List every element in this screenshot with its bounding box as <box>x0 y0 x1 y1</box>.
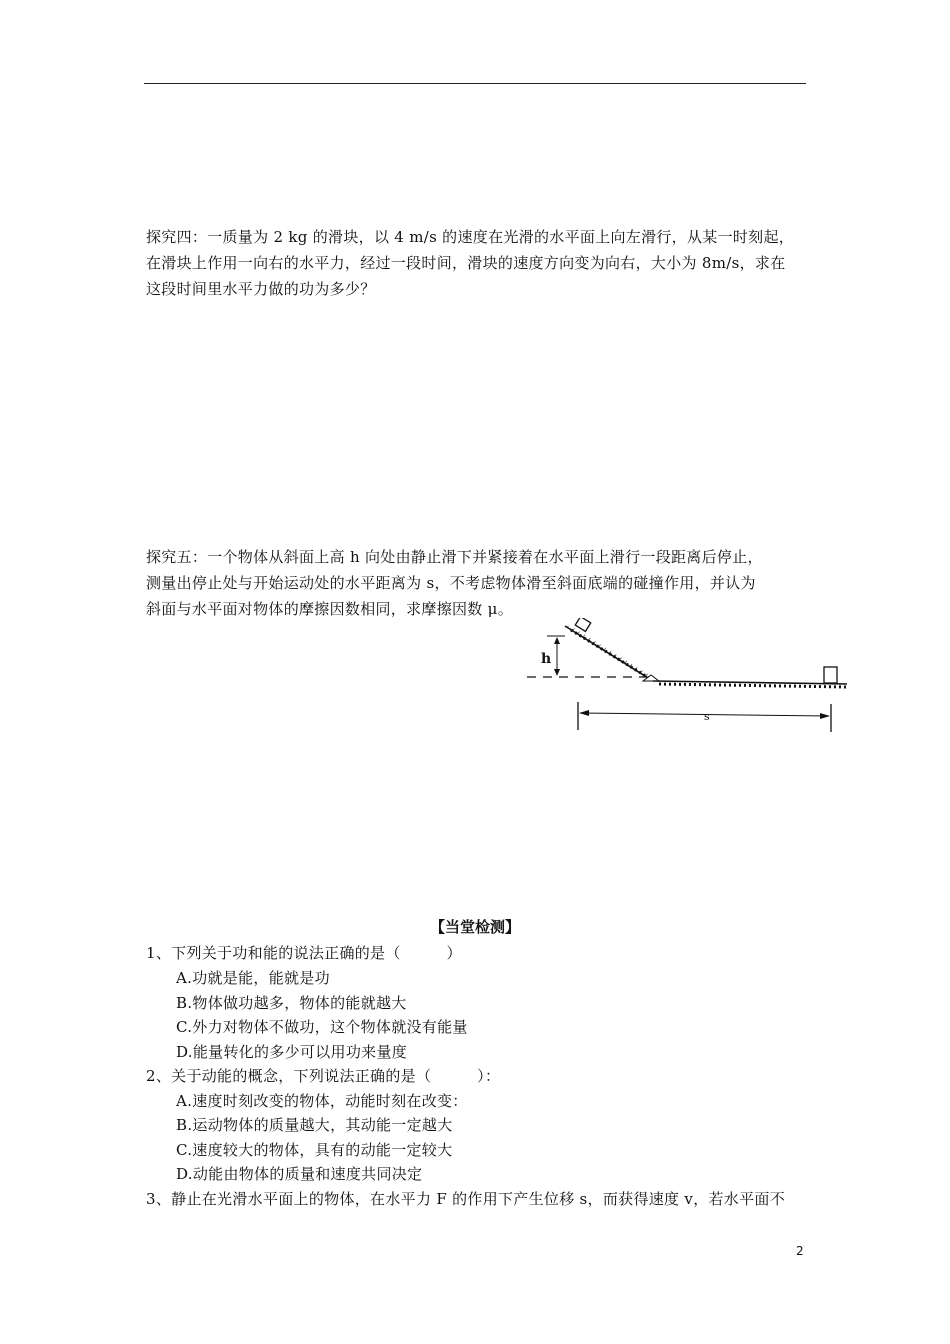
block-at-rest <box>824 667 837 683</box>
header-rule <box>144 83 806 84</box>
incline-surface <box>565 626 659 681</box>
inquiry-five <box>146 544 826 622</box>
incline-diagram <box>525 618 855 738</box>
inquiry-four-line: 探究四：一质量为 2 kg 的滑块，以 4 m/s 的速度在光滑的水平面上向左滑行，从某一时刻起， <box>146 228 795 246</box>
inquiry-four-line: 在滑块上作用一向右的水平力，经过一段时间，滑块的速度方向变为向右，大小为 8m/s，求在 <box>146 254 786 272</box>
page-number: 2 <box>796 1244 804 1258</box>
question-1-option-a: A.功就是能，能就是功 <box>176 969 330 987</box>
inquiry-five-line: 探究五：一个物体从斜面上高 h 向处由静止滑下并紧接着在水平面上滑行一段距离后停止， <box>146 548 763 566</box>
distance-label: s <box>704 710 710 723</box>
question-2-stem: 2、关于动能的概念，下列说法正确的是（ ）： <box>146 1067 501 1085</box>
height-label: h <box>541 651 552 667</box>
inquiry-four <box>146 224 826 302</box>
question-2-option-d: D.动能由物体的质量和速度共同决定 <box>176 1165 423 1183</box>
inquiry-five-line: 斜面与水平面对物体的摩擦因数相同，求摩擦因数 μ。 <box>146 600 514 618</box>
question-3-stem: 3、静止在光滑水平面上的物体，在水平力 F 的作用下产生位移 s，而获得速度 v，若水平面不 <box>146 1190 785 1208</box>
section-title: 【当堂检测】 <box>429 918 520 936</box>
block-on-incline <box>575 618 590 631</box>
question-1-option-c: C.外力对物体不做功，这个物体就没有能量 <box>176 1018 468 1036</box>
question-2-option-c: C.速度较大的物体，具有的动能一定较大 <box>176 1141 453 1159</box>
inquiry-five-line: 测量出停止处与开始运动处的水平距离为 s，不考虑物体滑至斜面底端的碰撞作用，并认为 <box>146 574 756 592</box>
question-1-stem: 1、下列关于功和能的说法正确的是（ ） <box>146 944 462 962</box>
question-2-option-a: A.速度时刻改变的物体，动能时刻在改变： <box>176 1092 468 1110</box>
question-1-option-d: D.能量转化的多少可以用功来量度 <box>176 1043 408 1061</box>
inquiry-four-line: 这段时间里水平力做的功为多少？ <box>146 280 376 298</box>
question-2-option-b: B.运动物体的质量越大，其动能一定越大 <box>176 1116 453 1134</box>
question-1-option-b: B.物体做功越多，物体的能就越大 <box>176 994 407 1012</box>
horizontal-ground <box>653 681 847 687</box>
